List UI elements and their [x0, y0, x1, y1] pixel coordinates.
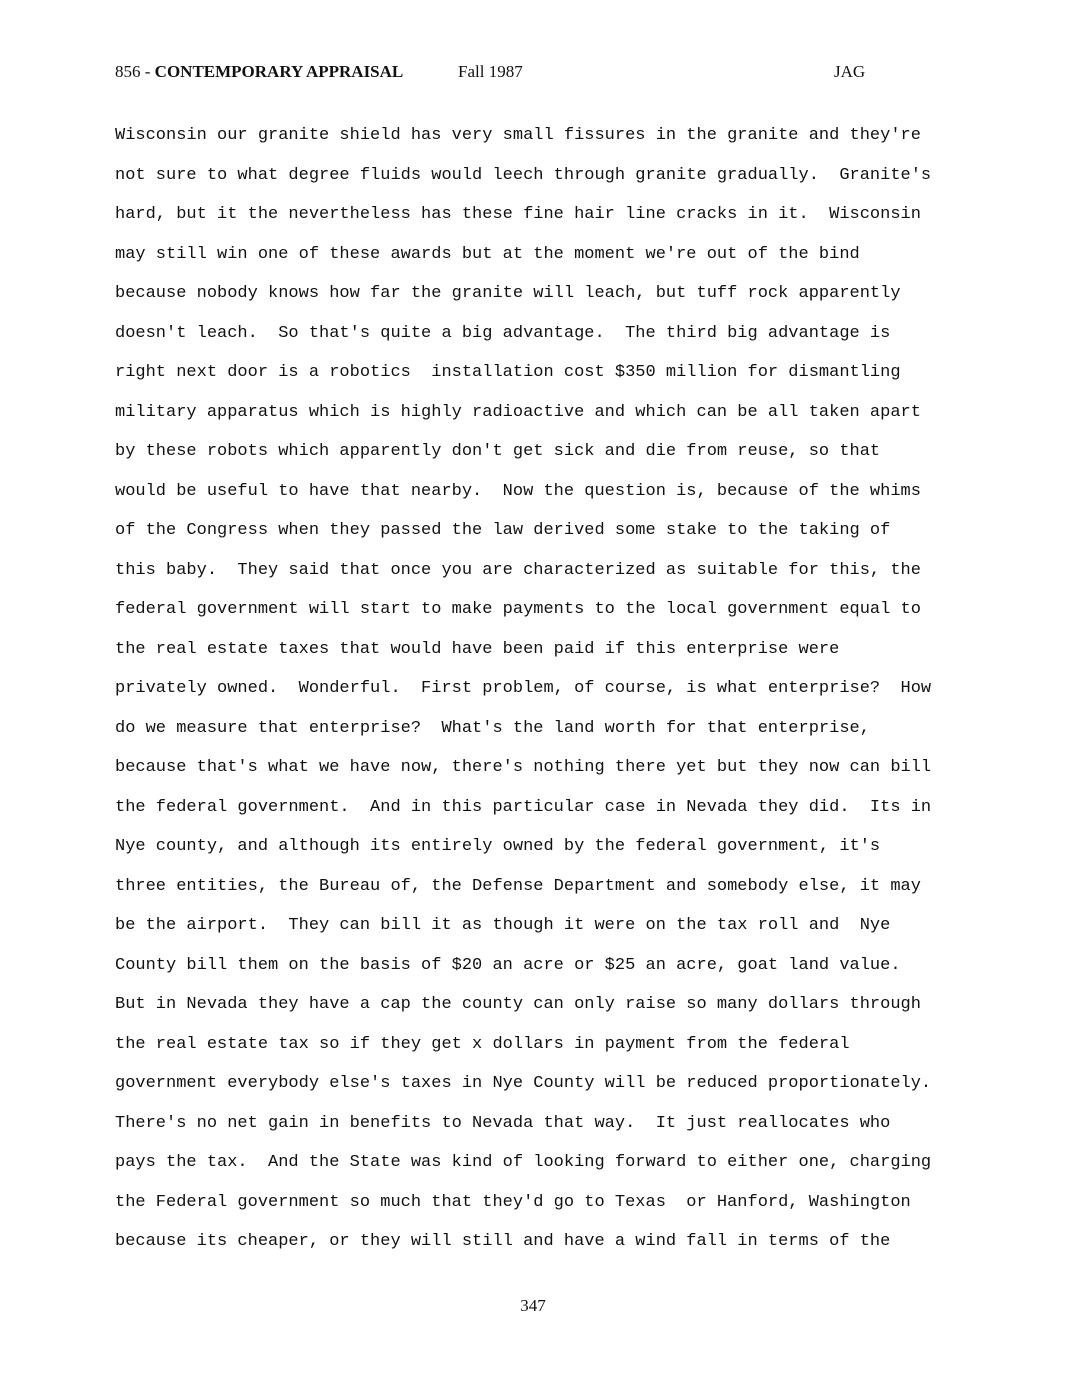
page-header — [115, 62, 955, 86]
text-line: do we measure that enterprise? What's the land worth for that enterprise, — [115, 718, 870, 738]
text-line: Nye county, and although its entirely owned by the federal government, it's — [115, 837, 881, 856]
text-line: be the airport. They can bill it as though it were on the tax roll and Nye — [115, 916, 891, 935]
text-line: the Federal government so much that they'd go to Texas or Hanford, Washington — [115, 1192, 911, 1212]
course-heading — [115, 62, 403, 82]
text-line: not sure to what degree fluids would leech through granite gradually. Granite's — [115, 165, 932, 185]
text-line: the real estate taxes that would have been paid if this enterprise were — [115, 639, 840, 659]
text-line: may still win one of these awards but at the moment we're out of the bind — [115, 244, 860, 264]
text-line: doesn't leach. So that's quite a big advantage. The third big advantage is — [115, 323, 891, 343]
text-line: County bill them on the basis of $20 an acre or $25 an acre, goat land value. — [115, 955, 901, 975]
text-line: the federal government. And in this particular case in Nevada they did. Its in — [115, 797, 932, 817]
text-line: would be useful to have that nearby. Now the question is, because of the whims — [115, 481, 921, 501]
text-line: military apparatus which is highly radioactive and which can be all taken apart — [115, 402, 921, 422]
text-line: by these robots which apparently don't get sick and die from reuse, so that — [115, 442, 881, 461]
text-line: hard, but it the nevertheless has these fine hair line cracks in it. Wisconsin — [115, 205, 921, 224]
author-initials: JAG — [834, 62, 866, 81]
text-line: the real estate tax so if they get x dollars in payment from the federal — [115, 1034, 850, 1054]
page-number: 347 — [520, 1296, 546, 1315]
text-line: this baby. They said that once you are characterized as suitable for this, the — [115, 560, 921, 580]
text-line: pays the tax. And the State was kind of looking forward to either one, charging — [115, 1153, 932, 1172]
text-line: federal government will start to make payments to the local government equal to — [115, 600, 921, 619]
text-line: because its cheaper, or they will still and have a wind fall in terms of the — [115, 1232, 891, 1251]
text-line: three entities, the Bureau of, the Defense Department and somebody else, it may — [115, 876, 921, 896]
term-label: Fall 1987 — [458, 62, 523, 81]
text-line: But in Nevada they have a cap the county can only raise so many dollars through — [115, 995, 921, 1014]
transcript-body — [115, 116, 1015, 1262]
text-line: of the Congress when they passed the law derived some stake to the taking of — [115, 521, 891, 540]
course-title: CONTEMPORARY APPRAISAL — [154, 62, 404, 81]
text-line: because that's what we have now, there's nothing there yet but they now can bill — [115, 758, 932, 777]
course-number: 856 - — [115, 62, 155, 81]
text-line: Wisconsin our granite shield has very small fissures in the granite and they're — [115, 126, 921, 145]
text-line: right next door is a robotics installation cost $350 million for dismantling — [115, 363, 901, 382]
text-line: government everybody else's taxes in Nye County will be reduced proportionately. — [115, 1074, 932, 1093]
text-line: There's no net gain in benefits to Nevada that way. It just reallocates who — [115, 1113, 891, 1133]
text-line: privately owned. Wonderful. First problem, of course, is what enterprise? How — [115, 679, 932, 698]
text-line: because nobody knows how far the granite will leach, but tuff rock apparently — [115, 284, 901, 303]
